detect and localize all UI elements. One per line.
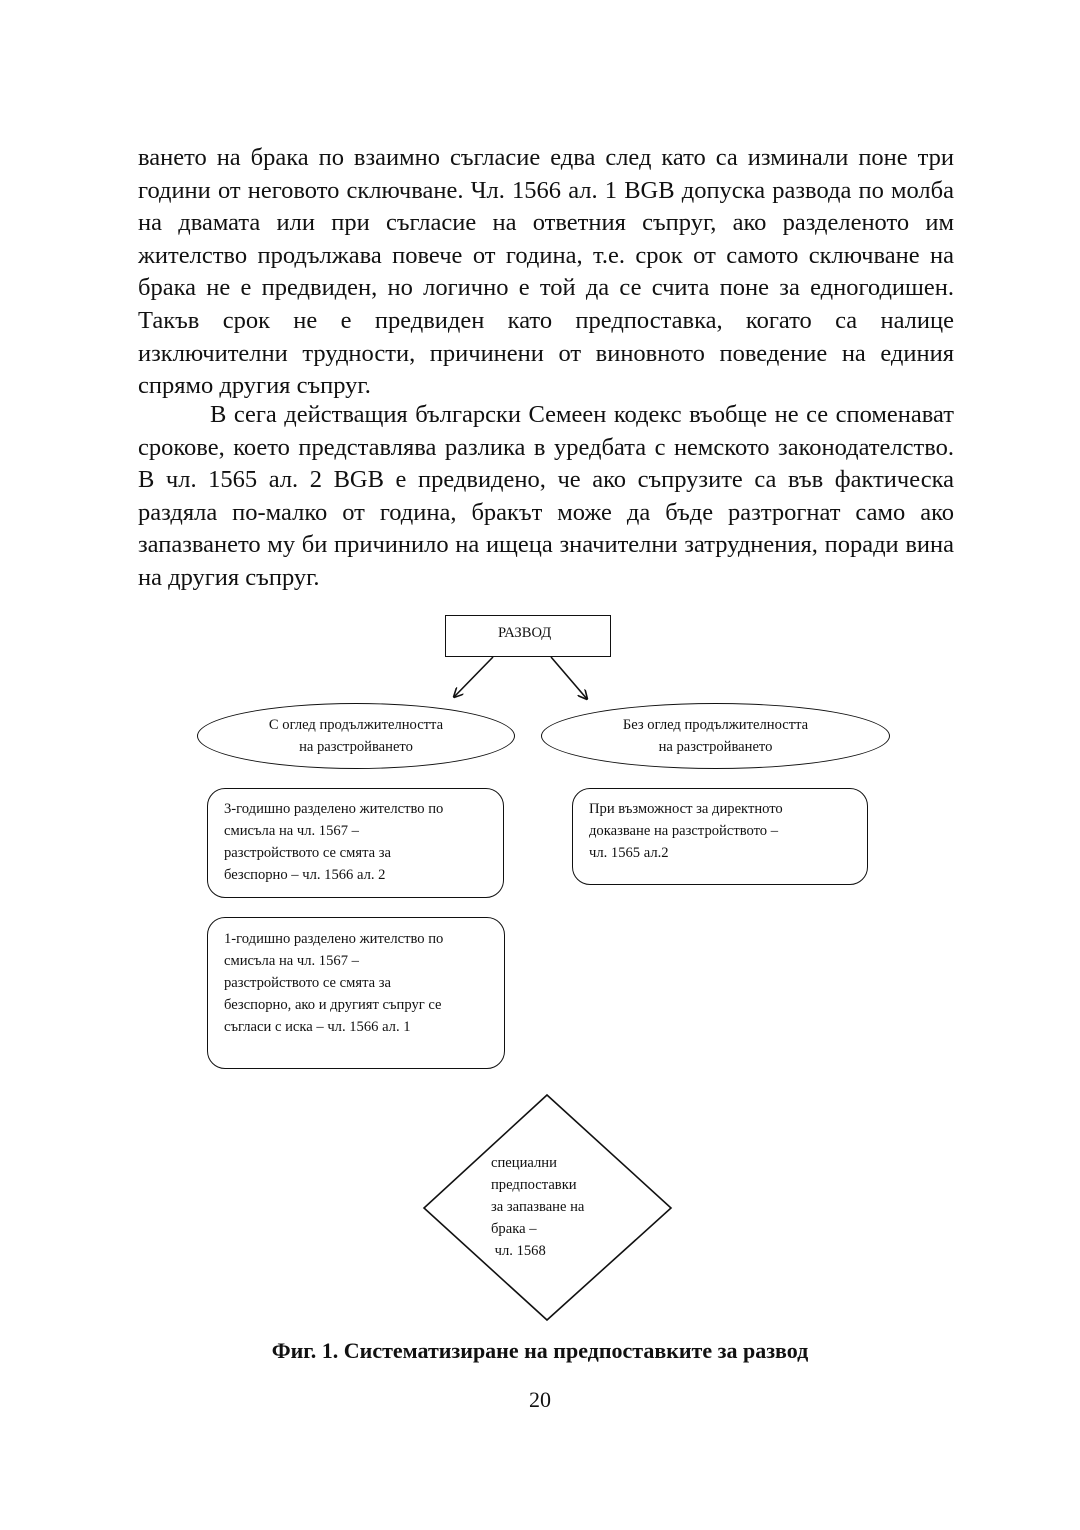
box-line: доказване на разстройството –: [589, 823, 779, 839]
direct-proof-box: [572, 788, 868, 885]
arrow-to-left-ellipse: [454, 657, 493, 697]
divorce-box: [445, 615, 611, 657]
box-line: съгласи с иска – чл. 1566 ал. 1: [224, 1019, 411, 1035]
box-line: смисъла на чл. 1567 –: [224, 823, 359, 839]
box-line: безспорно – чл. 1566 ал. 2: [224, 867, 386, 883]
ellipse-with-duration: [197, 703, 515, 769]
ellipse-with-duration-line-1: С оглед продължителността: [268, 717, 444, 733]
box-line: смисъла на чл. 1567 –: [224, 953, 359, 969]
ellipse-with-duration-line-2: на разстройването: [299, 739, 413, 755]
figure-caption: Фиг. 1. Систематизиране на предпоставките за развод: [271, 1338, 809, 1363]
paragraph-2: В сега действащия български Семеен кодекс въобще не се споменават срокове, което представлява разлика в уредбата с немското законодателство. В чл. 1565 ал. 2 BGB е предвидено, че ако съпрузите са във фактическа раздяла по-малко от година, бракът може да бъде разтрогнат само ако запазването му би причинило на ищеца значителни затруднения, поради вина на другия съпруг.: [138, 401, 954, 591]
box-line: 1-годишно разделено жителство по: [224, 931, 444, 947]
one-year-separation-box: [207, 917, 505, 1069]
diamond-line: брака –: [491, 1221, 537, 1237]
box-line: 3-годишно разделено жителство по: [224, 801, 444, 817]
arrow-to-right-ellipse: [551, 657, 587, 699]
box-line: При възможност за директното: [589, 801, 783, 817]
box-line: разстройството се смята за: [224, 975, 391, 991]
paragraph-1: ването на брака по взаимно съгласие едва след като са изминали поне три години от неговото сключване. Чл. 1566 ал. 1 BGB допуска развода по молба на двамата или при съгласие на ответния съпруг, ако разделеното им жителство продължава повече от година, т.е. срок от самото сключване на брака не е предвиден, но логично е той да се счита поне за едногодишен. Такъв срок не е предвиден като предпоставка, когато са налице изключителни трудности, причинени от виновното поведение на единия спрямо другия съпруг.: [138, 144, 954, 400]
ellipse-without-duration-line-1: Без оглед продължителността: [622, 717, 809, 733]
diamond-line: специални: [491, 1155, 557, 1171]
diamond-line: за запазване на: [491, 1199, 585, 1215]
divorce-box-label: РАЗВОД: [498, 625, 552, 641]
ellipse-without-duration: [541, 703, 890, 769]
ellipse-without-duration-line-2: на разстройването: [658, 739, 773, 755]
diamond-line: чл. 1568: [491, 1243, 546, 1259]
diamond-label: [491, 1152, 631, 1262]
page-number: 20: [529, 1387, 551, 1412]
box-line: безспорно, ако и другият съпруг се: [224, 997, 442, 1013]
box-line: разстройството се смята за: [224, 845, 391, 861]
box-line: чл. 1565 ал.2: [589, 845, 669, 861]
diamond-line: предпоставки: [491, 1177, 577, 1193]
three-year-separation-box: [207, 788, 504, 898]
